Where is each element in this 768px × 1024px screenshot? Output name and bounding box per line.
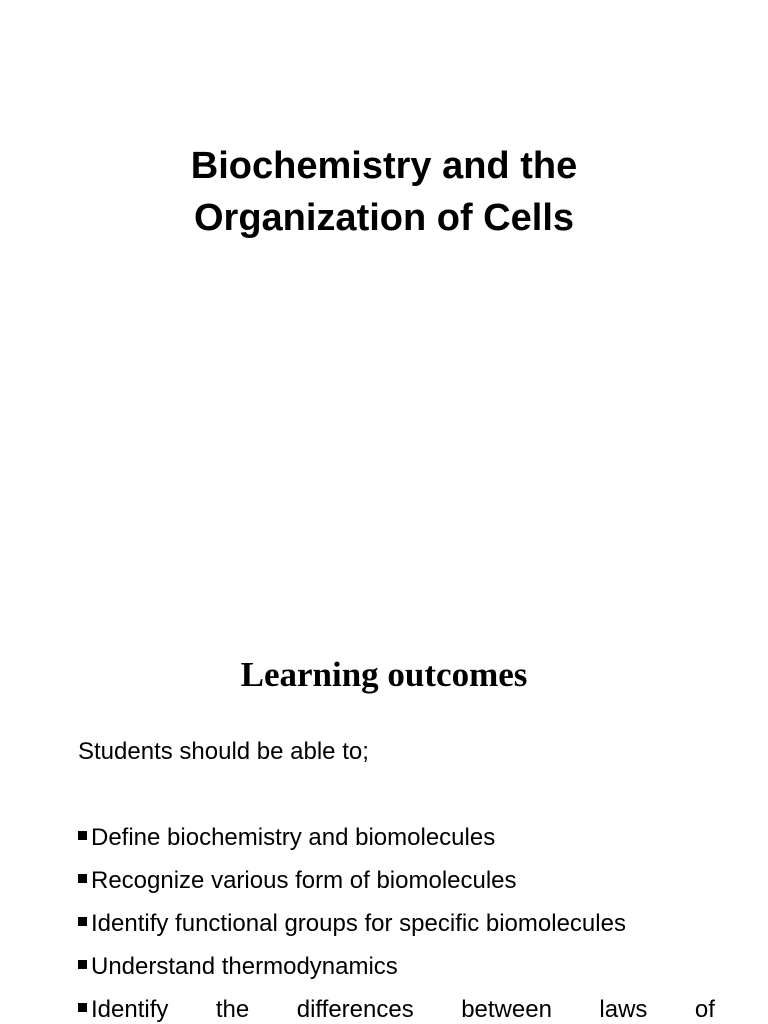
square-bullet-icon	[78, 1003, 87, 1012]
word: of	[694, 996, 715, 1023]
list-item-text: Understand thermodynamics	[91, 953, 398, 980]
square-bullet-icon	[78, 917, 87, 926]
slide-title	[0, 140, 768, 244]
square-bullet-icon	[78, 831, 87, 840]
list-item-text: Define biochemistry and biomolecules	[91, 824, 496, 851]
word: the	[215, 996, 250, 1023]
list-item	[78, 949, 718, 992]
title-line-1: Biochemistry and the	[190, 145, 578, 187]
list-item	[78, 906, 718, 949]
list-item-text: Identify functional groups for specific biomolecules	[91, 910, 626, 937]
section-heading: Learning outcomes	[240, 655, 528, 694]
list-item-text-justified	[91, 992, 715, 1024]
word: laws	[599, 996, 648, 1023]
list-item-text: Recognize various form of biomolecules	[91, 867, 517, 894]
word: between	[461, 996, 552, 1023]
list-item	[78, 820, 718, 863]
word: differences	[296, 996, 414, 1023]
list-item	[78, 992, 718, 1024]
list-item	[78, 863, 718, 906]
outcomes-list	[78, 820, 718, 1024]
title-line-2: Organization of Cells	[193, 197, 575, 239]
intro-text: Students should be able to;	[78, 738, 369, 765]
square-bullet-icon	[78, 874, 87, 883]
word: Identify	[91, 996, 169, 1023]
square-bullet-icon	[78, 960, 87, 969]
